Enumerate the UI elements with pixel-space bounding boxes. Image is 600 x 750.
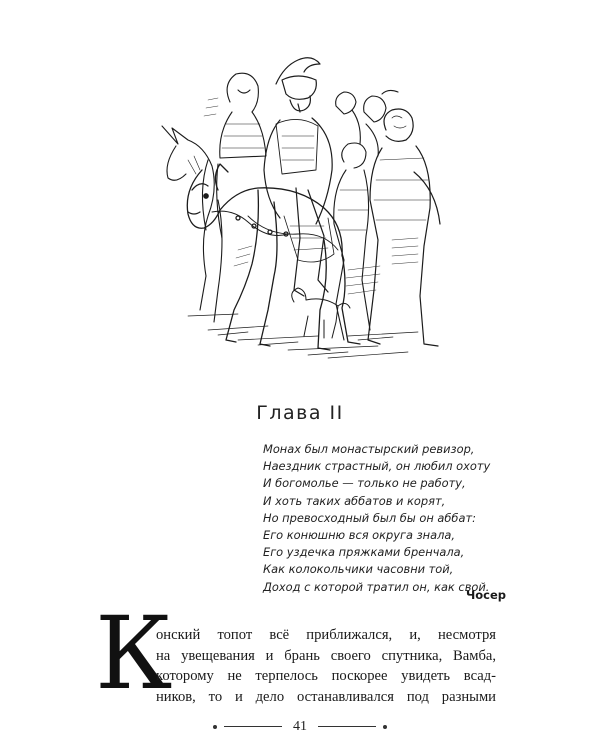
bending-figure [334,143,370,340]
page-footer [0,716,600,735]
epigraph-line: Его уздечка пряжками бренчала, [263,545,465,560]
ornament-dot-icon [213,725,217,729]
dog [292,288,350,338]
epigraph-author: Чосер [465,588,506,602]
footer-rule-left [224,726,282,727]
epigraph-line: Доход с которой тратил он, как свой. [263,579,490,594]
standing-man [368,109,440,346]
epigraph-line: Его конюшню вся округа знала, [263,528,455,543]
body-line: онский топот всё приближался, и, несмотря [156,627,496,643]
body-line: которому не терпелось поскорее увидеть всад- [156,668,496,684]
footer-rule-right [318,726,376,727]
epigraph-line: Наездник страстный, он любил охоту [263,459,491,474]
ground-hatching [188,314,418,358]
body-line: ников, то и дело останавливался под разными [156,688,496,705]
chapter-title: Глава II [256,402,344,424]
epigraph [263,441,508,596]
ornament-dot-icon [383,725,387,729]
body-paragraph [156,625,496,707]
white-horse [187,164,360,350]
epigraph-line: Монах был монастырский ревизор, [263,442,475,456]
page-number: 41 [293,718,307,734]
epigraph-line: Как колокольчики часовни той, [263,562,454,577]
epigraph-line: И хоть таких аббатов и корят, [263,493,446,508]
epigraph-line: Но превосходный был бы он аббат: [263,510,476,525]
epigraph-line: И богомолье — только не работу, [263,476,466,491]
body-line: на увещевания и брань своего спутника, Вамба, [156,647,496,664]
chapter-illustration [148,40,448,370]
drop-cap: К [95,595,173,712]
